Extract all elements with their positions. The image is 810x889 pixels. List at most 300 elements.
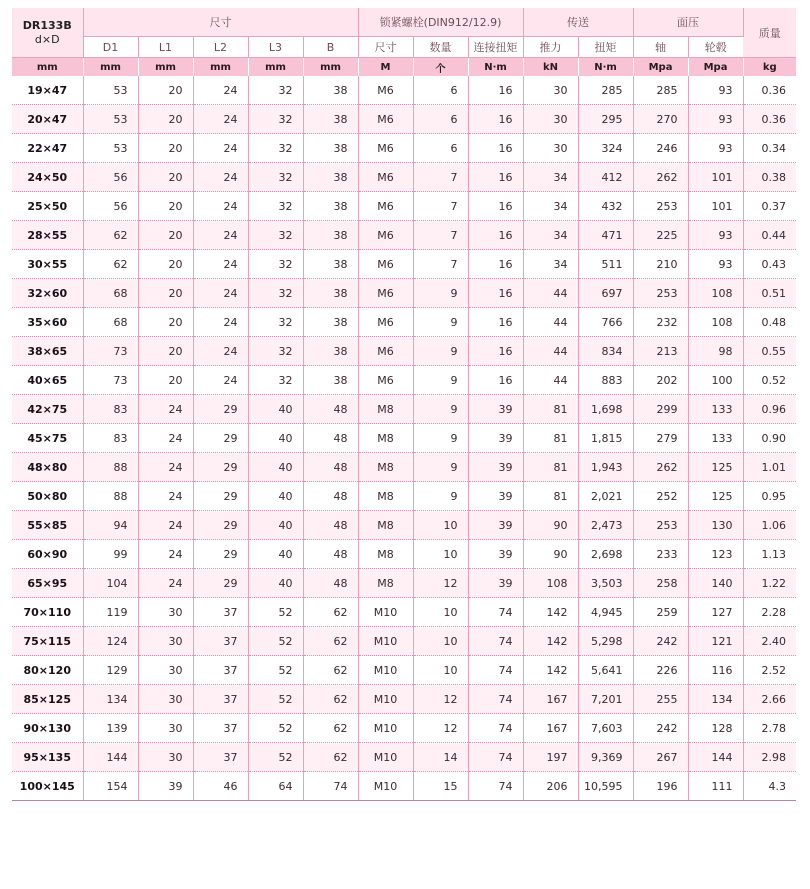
cell-hub-pressure: 93 bbox=[688, 105, 743, 134]
group-header-pressure: 面压 bbox=[633, 8, 743, 37]
cell-l2: 24 bbox=[193, 366, 248, 395]
cell-torque: 7,603 bbox=[578, 714, 633, 743]
subheader-l2: L2 bbox=[193, 37, 248, 58]
table-row bbox=[12, 685, 796, 714]
cell-l2: 24 bbox=[193, 337, 248, 366]
cell-thrust: 108 bbox=[523, 569, 578, 598]
cell-shaft-pressure: 226 bbox=[633, 656, 688, 685]
cell-l3: 52 bbox=[248, 627, 303, 656]
cell-hub-pressure: 93 bbox=[688, 221, 743, 250]
subheader-b: B bbox=[303, 37, 358, 58]
cell-l1: 24 bbox=[138, 540, 193, 569]
cell-torque: 3,503 bbox=[578, 569, 633, 598]
cell-bolt-size: M10 bbox=[358, 656, 413, 685]
cell-d1: 104 bbox=[83, 569, 138, 598]
cell-d1: 62 bbox=[83, 250, 138, 279]
cell-hub-pressure: 93 bbox=[688, 134, 743, 163]
cell-mass: 2.28 bbox=[743, 598, 796, 627]
cell-l3: 32 bbox=[248, 337, 303, 366]
cell-d1: 53 bbox=[83, 76, 138, 105]
table-row bbox=[12, 453, 796, 482]
cell-b: 48 bbox=[303, 453, 358, 482]
cell-thrust: 206 bbox=[523, 772, 578, 801]
unit-cell: N·m bbox=[468, 58, 523, 77]
cell-l1: 20 bbox=[138, 134, 193, 163]
cell-bolt-count: 7 bbox=[413, 163, 468, 192]
cell-hub-pressure: 93 bbox=[688, 250, 743, 279]
cell-thrust: 81 bbox=[523, 424, 578, 453]
cell-l2: 37 bbox=[193, 685, 248, 714]
cell-l2: 24 bbox=[193, 279, 248, 308]
cell-size: 20×47 bbox=[12, 105, 83, 134]
cell-l1: 24 bbox=[138, 424, 193, 453]
cell-hub-pressure: 116 bbox=[688, 656, 743, 685]
cell-b: 62 bbox=[303, 598, 358, 627]
table-row bbox=[12, 511, 796, 540]
cell-l3: 40 bbox=[248, 511, 303, 540]
unit-cell: mm bbox=[83, 58, 138, 77]
unit-cell: mm bbox=[138, 58, 193, 77]
cell-bolt-size: M6 bbox=[358, 250, 413, 279]
subheader-bolt-size: 尺寸 bbox=[358, 37, 413, 58]
cell-bolt-size: M10 bbox=[358, 598, 413, 627]
cell-d1: 83 bbox=[83, 424, 138, 453]
subheader-bolt-torque: 连接扭矩 bbox=[468, 37, 523, 58]
table-body bbox=[12, 76, 796, 801]
cell-torque: 1,815 bbox=[578, 424, 633, 453]
cell-l1: 20 bbox=[138, 337, 193, 366]
cell-torque: 432 bbox=[578, 192, 633, 221]
cell-l2: 29 bbox=[193, 569, 248, 598]
cell-l1: 20 bbox=[138, 221, 193, 250]
cell-hub-pressure: 140 bbox=[688, 569, 743, 598]
unit-cell: mm bbox=[303, 58, 358, 77]
cell-torque: 1,698 bbox=[578, 395, 633, 424]
table-row bbox=[12, 192, 796, 221]
cell-hub-pressure: 108 bbox=[688, 279, 743, 308]
cell-l1: 20 bbox=[138, 279, 193, 308]
cell-l3: 52 bbox=[248, 598, 303, 627]
cell-d1: 68 bbox=[83, 308, 138, 337]
cell-torque: 2,473 bbox=[578, 511, 633, 540]
table-row bbox=[12, 743, 796, 772]
cell-bolt-torque: 39 bbox=[468, 511, 523, 540]
cell-torque: 1,943 bbox=[578, 453, 633, 482]
cell-mass: 0.51 bbox=[743, 279, 796, 308]
cell-d1: 73 bbox=[83, 366, 138, 395]
cell-bolt-torque: 39 bbox=[468, 424, 523, 453]
cell-thrust: 34 bbox=[523, 221, 578, 250]
cell-size: 19×47 bbox=[12, 76, 83, 105]
cell-b: 38 bbox=[303, 337, 358, 366]
table-row bbox=[12, 134, 796, 163]
cell-torque: 2,698 bbox=[578, 540, 633, 569]
cell-bolt-count: 7 bbox=[413, 250, 468, 279]
cell-l2: 29 bbox=[193, 482, 248, 511]
cell-b: 38 bbox=[303, 192, 358, 221]
cell-bolt-size: M8 bbox=[358, 540, 413, 569]
cell-bolt-torque: 74 bbox=[468, 598, 523, 627]
cell-l3: 32 bbox=[248, 105, 303, 134]
cell-mass: 1.01 bbox=[743, 453, 796, 482]
cell-size: 38×65 bbox=[12, 337, 83, 366]
cell-hub-pressure: 133 bbox=[688, 395, 743, 424]
cell-l1: 24 bbox=[138, 511, 193, 540]
subheader-thrust: 推力 bbox=[523, 37, 578, 58]
cell-hub-pressure: 93 bbox=[688, 76, 743, 105]
cell-shaft-pressure: 262 bbox=[633, 453, 688, 482]
subheader-shaft: 轴 bbox=[633, 37, 688, 58]
cell-thrust: 34 bbox=[523, 250, 578, 279]
cell-bolt-count: 9 bbox=[413, 482, 468, 511]
cell-mass: 0.43 bbox=[743, 250, 796, 279]
cell-mass: 0.52 bbox=[743, 366, 796, 395]
cell-l1: 24 bbox=[138, 482, 193, 511]
cell-d1: 68 bbox=[83, 279, 138, 308]
cell-bolt-torque: 16 bbox=[468, 279, 523, 308]
cell-bolt-count: 7 bbox=[413, 192, 468, 221]
unit-cell: N·m bbox=[578, 58, 633, 77]
cell-mass: 0.96 bbox=[743, 395, 796, 424]
cell-b: 38 bbox=[303, 105, 358, 134]
cell-l1: 20 bbox=[138, 105, 193, 134]
cell-mass: 0.34 bbox=[743, 134, 796, 163]
cell-bolt-torque: 74 bbox=[468, 772, 523, 801]
cell-shaft-pressure: 262 bbox=[633, 163, 688, 192]
cell-mass: 2.52 bbox=[743, 656, 796, 685]
cell-mass: 0.36 bbox=[743, 76, 796, 105]
cell-shaft-pressure: 233 bbox=[633, 540, 688, 569]
cell-l3: 40 bbox=[248, 424, 303, 453]
cell-torque: 7,201 bbox=[578, 685, 633, 714]
cell-l2: 24 bbox=[193, 105, 248, 134]
cell-l1: 20 bbox=[138, 76, 193, 105]
cell-shaft-pressure: 252 bbox=[633, 482, 688, 511]
cell-l1: 24 bbox=[138, 395, 193, 424]
cell-mass: 2.98 bbox=[743, 743, 796, 772]
cell-hub-pressure: 128 bbox=[688, 714, 743, 743]
cell-bolt-size: M8 bbox=[358, 395, 413, 424]
cell-l3: 32 bbox=[248, 308, 303, 337]
cell-bolt-size: M6 bbox=[358, 163, 413, 192]
cell-bolt-count: 12 bbox=[413, 569, 468, 598]
cell-thrust: 81 bbox=[523, 395, 578, 424]
cell-b: 38 bbox=[303, 250, 358, 279]
unit-cell: 个 bbox=[413, 58, 468, 77]
cell-l1: 20 bbox=[138, 163, 193, 192]
model-dimension-label: d×D bbox=[34, 32, 60, 46]
cell-l2: 29 bbox=[193, 453, 248, 482]
subheader-bolt-count: 数量 bbox=[413, 37, 468, 58]
cell-torque: 324 bbox=[578, 134, 633, 163]
cell-size: 45×75 bbox=[12, 424, 83, 453]
cell-bolt-torque: 16 bbox=[468, 105, 523, 134]
cell-bolt-count: 10 bbox=[413, 598, 468, 627]
cell-hub-pressure: 134 bbox=[688, 685, 743, 714]
unit-cell: mm bbox=[12, 58, 83, 77]
table-row bbox=[12, 279, 796, 308]
cell-l2: 29 bbox=[193, 540, 248, 569]
cell-thrust: 81 bbox=[523, 453, 578, 482]
cell-l2: 37 bbox=[193, 743, 248, 772]
cell-bolt-size: M8 bbox=[358, 424, 413, 453]
cell-shaft-pressure: 242 bbox=[633, 627, 688, 656]
cell-l1: 30 bbox=[138, 598, 193, 627]
cell-l3: 32 bbox=[248, 221, 303, 250]
cell-size: 50×80 bbox=[12, 482, 83, 511]
cell-l3: 52 bbox=[248, 743, 303, 772]
cell-b: 62 bbox=[303, 685, 358, 714]
table-row bbox=[12, 76, 796, 105]
cell-torque: 766 bbox=[578, 308, 633, 337]
cell-bolt-size: M6 bbox=[358, 279, 413, 308]
cell-l2: 29 bbox=[193, 395, 248, 424]
cell-l3: 40 bbox=[248, 453, 303, 482]
table-row bbox=[12, 656, 796, 685]
cell-torque: 2,021 bbox=[578, 482, 633, 511]
cell-l3: 52 bbox=[248, 685, 303, 714]
cell-mass: 1.06 bbox=[743, 511, 796, 540]
cell-bolt-count: 12 bbox=[413, 714, 468, 743]
table-row bbox=[12, 772, 796, 801]
cell-bolt-torque: 16 bbox=[468, 221, 523, 250]
cell-bolt-torque: 74 bbox=[468, 743, 523, 772]
cell-mass: 2.78 bbox=[743, 714, 796, 743]
cell-bolt-torque: 16 bbox=[468, 366, 523, 395]
cell-shaft-pressure: 253 bbox=[633, 279, 688, 308]
cell-l1: 20 bbox=[138, 250, 193, 279]
cell-shaft-pressure: 270 bbox=[633, 105, 688, 134]
cell-b: 48 bbox=[303, 482, 358, 511]
cell-hub-pressure: 101 bbox=[688, 163, 743, 192]
cell-torque: 285 bbox=[578, 76, 633, 105]
cell-b: 48 bbox=[303, 424, 358, 453]
cell-mass: 0.95 bbox=[743, 482, 796, 511]
cell-shaft-pressure: 299 bbox=[633, 395, 688, 424]
cell-l1: 24 bbox=[138, 453, 193, 482]
cell-bolt-count: 9 bbox=[413, 424, 468, 453]
cell-size: 65×95 bbox=[12, 569, 83, 598]
cell-torque: 5,298 bbox=[578, 627, 633, 656]
cell-d1: 99 bbox=[83, 540, 138, 569]
cell-shaft-pressure: 285 bbox=[633, 76, 688, 105]
subheader-l3: L3 bbox=[248, 37, 303, 58]
cell-torque: 412 bbox=[578, 163, 633, 192]
cell-d1: 154 bbox=[83, 772, 138, 801]
cell-bolt-count: 10 bbox=[413, 627, 468, 656]
cell-bolt-torque: 16 bbox=[468, 250, 523, 279]
cell-d1: 62 bbox=[83, 221, 138, 250]
cell-l2: 29 bbox=[193, 511, 248, 540]
group-header-bolt: 锁紧螺栓(DIN912/12.9) bbox=[358, 8, 523, 37]
table-row bbox=[12, 337, 796, 366]
cell-l3: 32 bbox=[248, 76, 303, 105]
subheader-d1: D1 bbox=[83, 37, 138, 58]
cell-b: 38 bbox=[303, 366, 358, 395]
cell-shaft-pressure: 255 bbox=[633, 685, 688, 714]
unit-cell: M bbox=[358, 58, 413, 77]
cell-d1: 124 bbox=[83, 627, 138, 656]
cell-l2: 24 bbox=[193, 221, 248, 250]
cell-bolt-size: M6 bbox=[358, 337, 413, 366]
cell-bolt-size: M6 bbox=[358, 366, 413, 395]
group-header-mass: 质量 bbox=[743, 8, 796, 58]
cell-l1: 20 bbox=[138, 366, 193, 395]
cell-bolt-torque: 16 bbox=[468, 134, 523, 163]
cell-bolt-count: 6 bbox=[413, 134, 468, 163]
cell-bolt-torque: 39 bbox=[468, 540, 523, 569]
cell-l1: 24 bbox=[138, 569, 193, 598]
cell-shaft-pressure: 210 bbox=[633, 250, 688, 279]
cell-l3: 32 bbox=[248, 163, 303, 192]
cell-hub-pressure: 125 bbox=[688, 453, 743, 482]
cell-mass: 0.38 bbox=[743, 163, 796, 192]
cell-l3: 32 bbox=[248, 366, 303, 395]
cell-thrust: 142 bbox=[523, 598, 578, 627]
cell-torque: 471 bbox=[578, 221, 633, 250]
cell-d1: 56 bbox=[83, 192, 138, 221]
table-row bbox=[12, 308, 796, 337]
cell-mass: 0.55 bbox=[743, 337, 796, 366]
cell-d1: 88 bbox=[83, 453, 138, 482]
cell-d1: 88 bbox=[83, 482, 138, 511]
table-row bbox=[12, 105, 796, 134]
model-name: DR133B bbox=[22, 18, 72, 32]
cell-mass: 0.48 bbox=[743, 308, 796, 337]
cell-d1: 144 bbox=[83, 743, 138, 772]
cell-b: 62 bbox=[303, 656, 358, 685]
cell-bolt-torque: 74 bbox=[468, 656, 523, 685]
cell-torque: 511 bbox=[578, 250, 633, 279]
cell-bolt-count: 14 bbox=[413, 743, 468, 772]
cell-size: 100×145 bbox=[12, 772, 83, 801]
units-row bbox=[12, 58, 796, 77]
cell-l1: 30 bbox=[138, 743, 193, 772]
cell-bolt-size: M6 bbox=[358, 192, 413, 221]
group-header-size: 尺寸 bbox=[83, 8, 358, 37]
table-row bbox=[12, 163, 796, 192]
cell-shaft-pressure: 246 bbox=[633, 134, 688, 163]
cell-torque: 5,641 bbox=[578, 656, 633, 685]
cell-size: 28×55 bbox=[12, 221, 83, 250]
cell-bolt-torque: 39 bbox=[468, 569, 523, 598]
cell-size: 55×85 bbox=[12, 511, 83, 540]
cell-shaft-pressure: 279 bbox=[633, 424, 688, 453]
cell-l1: 20 bbox=[138, 308, 193, 337]
cell-l2: 24 bbox=[193, 134, 248, 163]
cell-thrust: 30 bbox=[523, 105, 578, 134]
cell-bolt-count: 9 bbox=[413, 279, 468, 308]
cell-d1: 139 bbox=[83, 714, 138, 743]
cell-hub-pressure: 98 bbox=[688, 337, 743, 366]
cell-bolt-size: M6 bbox=[358, 308, 413, 337]
table-row bbox=[12, 569, 796, 598]
cell-b: 48 bbox=[303, 395, 358, 424]
cell-hub-pressure: 127 bbox=[688, 598, 743, 627]
cell-bolt-count: 9 bbox=[413, 453, 468, 482]
unit-cell: kN bbox=[523, 58, 578, 77]
cell-mass: 1.22 bbox=[743, 569, 796, 598]
cell-bolt-torque: 74 bbox=[468, 714, 523, 743]
cell-d1: 94 bbox=[83, 511, 138, 540]
spec-table bbox=[12, 8, 796, 801]
cell-mass: 0.37 bbox=[743, 192, 796, 221]
cell-thrust: 167 bbox=[523, 685, 578, 714]
cell-l2: 37 bbox=[193, 656, 248, 685]
cell-bolt-size: M8 bbox=[358, 453, 413, 482]
cell-b: 48 bbox=[303, 511, 358, 540]
cell-thrust: 90 bbox=[523, 540, 578, 569]
cell-mass: 0.44 bbox=[743, 221, 796, 250]
cell-thrust: 44 bbox=[523, 366, 578, 395]
cell-hub-pressure: 108 bbox=[688, 308, 743, 337]
cell-bolt-count: 10 bbox=[413, 511, 468, 540]
table-row bbox=[12, 395, 796, 424]
cell-l3: 64 bbox=[248, 772, 303, 801]
cell-l2: 24 bbox=[193, 76, 248, 105]
cell-size: 90×130 bbox=[12, 714, 83, 743]
cell-l2: 37 bbox=[193, 627, 248, 656]
cell-size: 48×80 bbox=[12, 453, 83, 482]
cell-d1: 83 bbox=[83, 395, 138, 424]
cell-bolt-count: 12 bbox=[413, 685, 468, 714]
cell-l1: 30 bbox=[138, 627, 193, 656]
cell-torque: 9,369 bbox=[578, 743, 633, 772]
cell-l3: 40 bbox=[248, 569, 303, 598]
cell-mass: 2.40 bbox=[743, 627, 796, 656]
cell-mass: 0.36 bbox=[743, 105, 796, 134]
cell-thrust: 81 bbox=[523, 482, 578, 511]
table-row bbox=[12, 482, 796, 511]
table-row bbox=[12, 540, 796, 569]
cell-thrust: 30 bbox=[523, 76, 578, 105]
cell-shaft-pressure: 196 bbox=[633, 772, 688, 801]
table-row bbox=[12, 250, 796, 279]
unit-cell: mm bbox=[193, 58, 248, 77]
cell-size: 24×50 bbox=[12, 163, 83, 192]
cell-bolt-size: M6 bbox=[358, 221, 413, 250]
cell-shaft-pressure: 202 bbox=[633, 366, 688, 395]
table-row bbox=[12, 366, 796, 395]
cell-l2: 46 bbox=[193, 772, 248, 801]
cell-thrust: 34 bbox=[523, 163, 578, 192]
cell-thrust: 30 bbox=[523, 134, 578, 163]
cell-bolt-torque: 16 bbox=[468, 337, 523, 366]
cell-shaft-pressure: 253 bbox=[633, 192, 688, 221]
cell-d1: 56 bbox=[83, 163, 138, 192]
cell-b: 38 bbox=[303, 279, 358, 308]
cell-bolt-count: 9 bbox=[413, 308, 468, 337]
cell-l2: 24 bbox=[193, 192, 248, 221]
cell-l3: 40 bbox=[248, 482, 303, 511]
cell-hub-pressure: 125 bbox=[688, 482, 743, 511]
table-row bbox=[12, 598, 796, 627]
cell-thrust: 44 bbox=[523, 308, 578, 337]
cell-b: 48 bbox=[303, 569, 358, 598]
cell-hub-pressure: 100 bbox=[688, 366, 743, 395]
cell-l2: 37 bbox=[193, 714, 248, 743]
cell-bolt-size: M8 bbox=[358, 482, 413, 511]
cell-l3: 32 bbox=[248, 192, 303, 221]
cell-b: 38 bbox=[303, 221, 358, 250]
cell-size: 80×120 bbox=[12, 656, 83, 685]
unit-cell: kg bbox=[743, 58, 796, 77]
cell-b: 38 bbox=[303, 76, 358, 105]
cell-thrust: 142 bbox=[523, 656, 578, 685]
cell-size: 70×110 bbox=[12, 598, 83, 627]
cell-bolt-size: M6 bbox=[358, 76, 413, 105]
cell-b: 62 bbox=[303, 627, 358, 656]
